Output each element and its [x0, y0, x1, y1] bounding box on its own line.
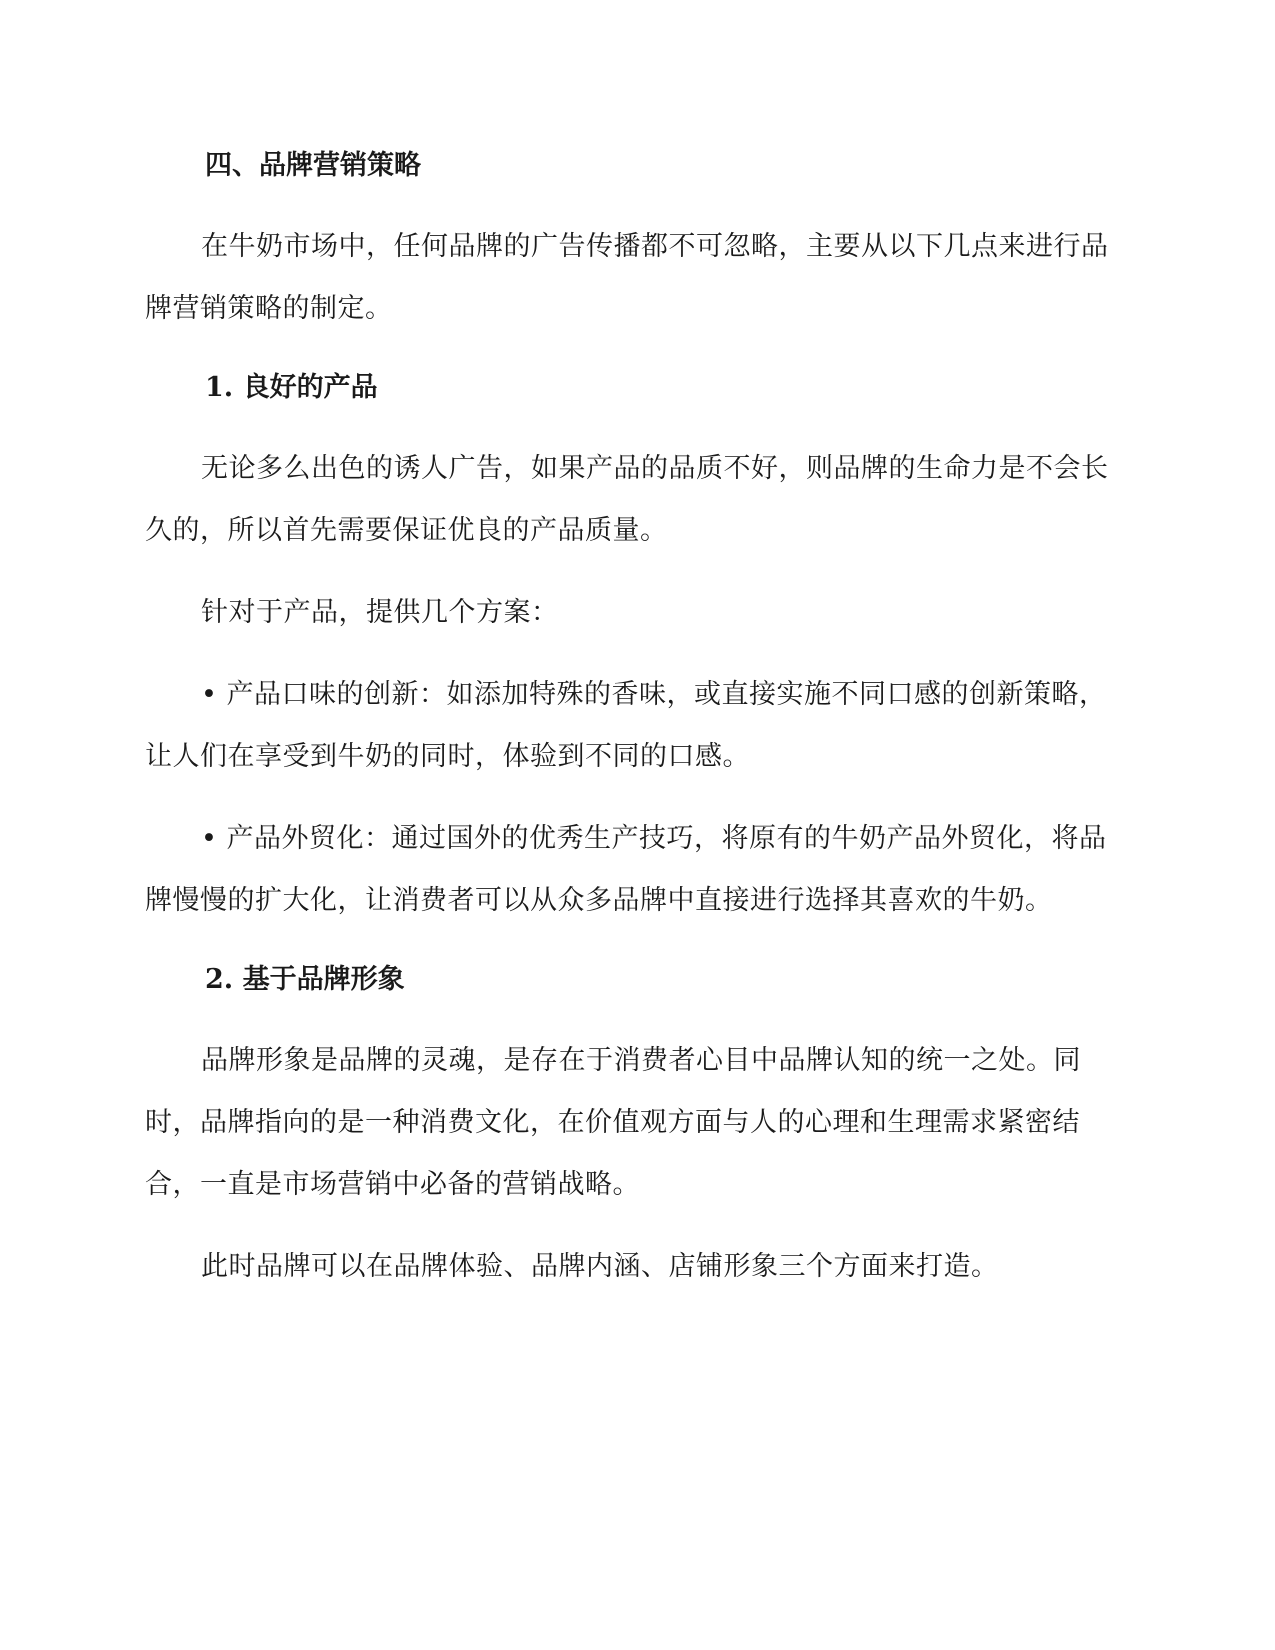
subsection-heading-1: 1. 良好的产品	[205, 372, 378, 403]
document-page	[145, 138, 1120, 1318]
brand-image-paragraph: 品牌形象是品牌的灵魂，是存在于消费者心目中品牌认知的统一之处。同时，品牌指向的是一种消费文化，在价值观方面与人的心理和生理需求紧密结合，一直是市场营销中必备的营销战略。	[145, 1045, 1081, 1200]
bullet-flavor-innovation: • 产品口味的创新：如添加特殊的香味，或直接实施不同口感的创新策略，让人们在享受到牛奶的同时，体验到不同的口感。	[145, 679, 1107, 772]
section-heading: 四、品牌营销策略	[205, 150, 421, 181]
bullet-foreign-trade: • 产品外贸化：通过国外的优秀生产技巧，将原有的牛奶产品外贸化，将品牌慢慢的扩大化，让消费者可以从众多品牌中直接进行选择其喜欢的牛奶。	[145, 823, 1107, 916]
product-quality-paragraph: 无论多么出色的诱人广告，如果产品的品质不好，则品牌的生命力是不会长久的，所以首先需要保证优良的产品质量。	[145, 453, 1109, 546]
brand-building-paragraph: 此时品牌可以在品牌体验、品牌内涵、店铺形象三个方面来打造。	[201, 1251, 999, 1282]
subsection-heading-2: 2. 基于品牌形象	[205, 964, 405, 995]
intro-paragraph: 在牛奶市场中，任何品牌的广告传播都不可忽略，主要从以下几点来进行品牌营销策略的制定。	[145, 231, 1109, 324]
product-plans-intro: 针对于产品，提供几个方案：	[201, 597, 559, 628]
